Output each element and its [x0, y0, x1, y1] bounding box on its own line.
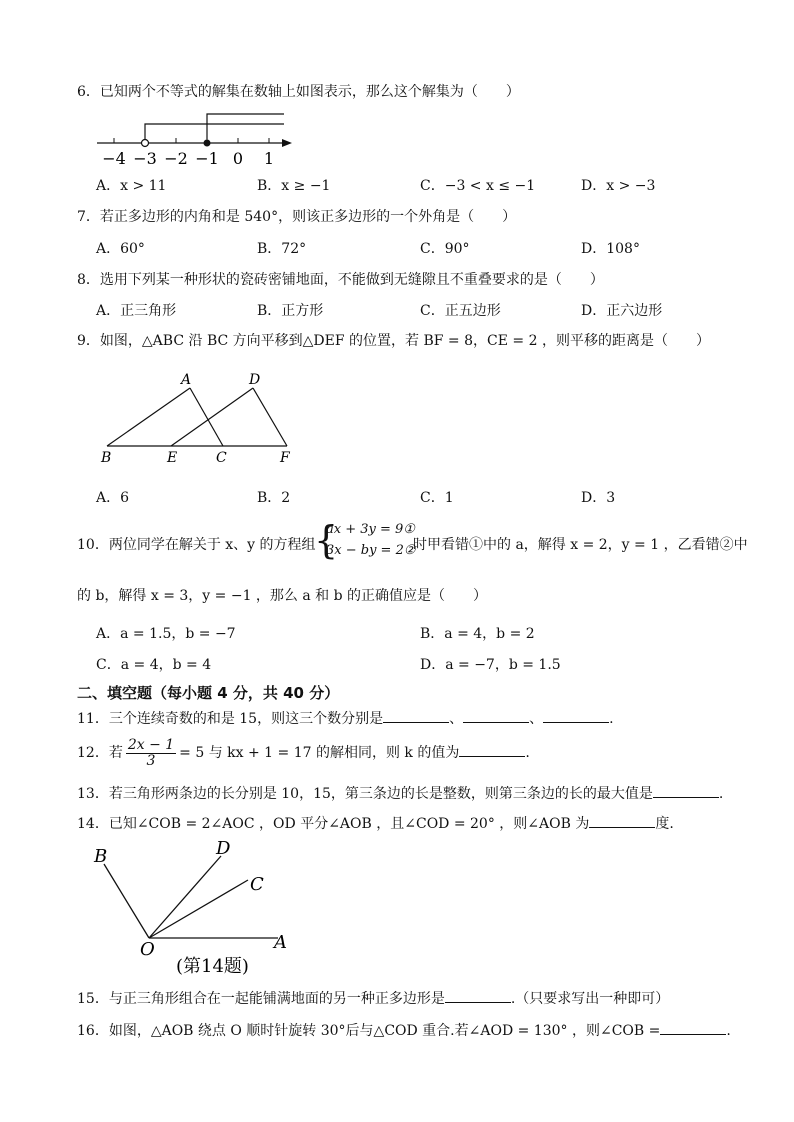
q9-stem: 9．如图，△ABC 沿 BC 方向平移到△DEF 的位置，若 BF = 8，CE = 2 ，则平移的距离是（ ） [77, 333, 710, 349]
tick-label: 0 [232, 149, 244, 168]
q14-stem: 14．已知∠COB = 2∠AOC ，OD 平分∠AOB ，且∠COD = 20° ，则∠AOB 为 [77, 816, 590, 832]
tick-label: −1 [195, 149, 219, 168]
q6-option-a: A．x > 11 [96, 178, 167, 194]
q7-option-d: D．108° [581, 241, 640, 257]
point-label: A [181, 372, 192, 388]
answer-blank[interactable] [653, 783, 719, 798]
q7-option-a: A．60° [96, 241, 145, 257]
q6-option-b: B．x ≥ −1 [257, 178, 331, 194]
tick-label: −4 [102, 149, 126, 168]
q7-stem: 7．若正多边形的内角和是 540°，则该正多边形的一个外角是（ ） [77, 209, 517, 225]
q9-option-b: B．2 [257, 490, 291, 506]
answer-blank[interactable] [543, 708, 609, 723]
q15-line [77, 988, 669, 1008]
q7-option-c: C．90° [420, 241, 470, 257]
q10-option-a: A．a = 1.5，b = −7 [96, 626, 236, 642]
q13-stem: 13．若三角形两条边的长分别是 10，15，第三条边的长是整数，则第三条边的长的最大值是 [77, 786, 653, 802]
q6-number-line [92, 108, 302, 170]
q7-option-b: B．72° [257, 241, 307, 257]
q10-equation-2: 3x − by = 2② [326, 543, 416, 558]
q14-angle-diagram [88, 838, 298, 980]
point-label: D [216, 838, 231, 859]
q12-stem-pre: 12．若 [77, 745, 123, 761]
q9-translation-diagram [95, 368, 305, 468]
q9-option-d: D．3 [581, 490, 616, 506]
answer-blank[interactable] [463, 708, 529, 723]
q6-option-d: D．x > −3 [581, 178, 656, 194]
fraction [126, 738, 176, 769]
point-label: C [250, 874, 264, 895]
fraction-denominator: 3 [146, 752, 156, 769]
point-label: O [140, 939, 155, 960]
q8-option-d: D．正六边形 [581, 303, 663, 319]
answer-blank[interactable] [589, 813, 655, 828]
q16-stem: 16．如图，△AOB 绕点 O 顺时针旋转 30°后与△COD 重合.若∠AOD = 130° ，则∠COB = [77, 1023, 661, 1039]
q10-equation-1: ax + 3y = 9① [326, 522, 415, 537]
q14-line [77, 813, 674, 833]
equation-brace: { [314, 518, 339, 562]
point-label: E [167, 450, 178, 466]
q8-option-a: A．正三角形 [96, 303, 177, 319]
q10-option-c: C．a = 4，b = 4 [96, 657, 212, 673]
q10-stem-line2: 的 b，解得 x = 3，y = −1 ，那么 a 和 b 的正确值应是（ ） [77, 588, 488, 604]
tick-label: −2 [164, 149, 188, 168]
point-label: A [274, 932, 287, 953]
figure-caption: (第14题) [176, 956, 249, 977]
fraction-numerator: 2x − 1 [127, 736, 175, 753]
separator: 、 [529, 711, 544, 727]
point-label: B [101, 450, 112, 466]
q15-stem: 15．与正三角形组合在一起能铺满地面的另一种正多边形是 [77, 991, 445, 1007]
q12-line [77, 736, 530, 770]
unit-text: 度. [655, 816, 674, 832]
q8-stem: 8．选用下列某一种形状的瓷砖密铺地面，不能做到无缝隙且不重叠要求的是（ ） [77, 272, 604, 288]
tick-label: 1 [263, 149, 275, 168]
q6-option-c: C．−3 < x ≤ −1 [420, 178, 536, 194]
section-title: 二、填空题（每小题 4 分，共 40 分） [77, 684, 340, 702]
period: . [525, 745, 530, 761]
q10-option-d: D．a = −7，b = 1.5 [420, 657, 561, 673]
period: . [609, 711, 614, 727]
q13-line [77, 783, 723, 803]
q12-stem-mid: = 5 与 kx + 1 = 17 的解相同，则 k 的值为 [179, 745, 460, 761]
q10-stem-post: 时甲看错①中的 a，解得 x = 2，y = 1 ，乙看错②中 [413, 537, 748, 553]
q9-option-a: A．6 [96, 490, 130, 506]
q11-stem: 11．三个连续奇数的和是 15，则这三个数分别是 [77, 711, 384, 727]
tick-label: −3 [133, 149, 157, 168]
q9-option-c: C．1 [420, 490, 454, 506]
point-label: F [280, 450, 290, 466]
q8-option-c: C．正五边形 [420, 303, 501, 319]
period: . [726, 1023, 731, 1039]
q10-option-b: B．a = 4，b = 2 [420, 626, 535, 642]
answer-blank[interactable] [660, 1020, 726, 1035]
q8-option-b: B．正方形 [257, 303, 324, 319]
q10-stem-pre: 10．两位同学在解关于 x、y 的方程组 [77, 537, 316, 553]
point-label: B [94, 846, 108, 867]
answer-blank[interactable] [459, 742, 525, 757]
answer-blank[interactable] [383, 708, 449, 723]
answer-blank[interactable] [445, 988, 511, 1003]
point-label: D [249, 372, 261, 388]
period: . [718, 786, 724, 802]
point-label: C [216, 450, 227, 466]
q11-line [77, 708, 614, 728]
q16-line [77, 1020, 731, 1040]
separator: 、 [449, 711, 464, 727]
q6-stem: 6．已知两个不等式的解集在数轴上如图表示，那么这个解集为（ ） [77, 84, 520, 100]
q15-note: .（只要求写出一种即可） [510, 991, 670, 1007]
